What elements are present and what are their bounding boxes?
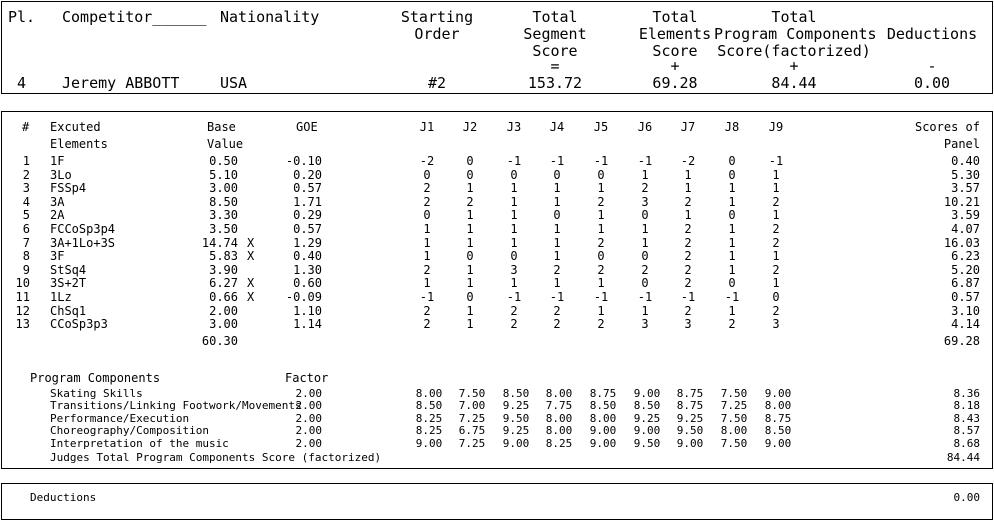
judge-score: 2 xyxy=(423,304,431,318)
component-judge-score: 9.25 xyxy=(633,412,661,425)
component-factor: 2.00 xyxy=(295,412,322,425)
judge-score: 2 xyxy=(553,304,561,318)
judge-score: 2 xyxy=(728,317,736,331)
element-base-value: 3.50 xyxy=(209,222,238,236)
component-judge-score: 9.00 xyxy=(633,387,661,400)
pcs-total-value: 84.44 xyxy=(946,451,980,464)
element-panel-score: 5.20 xyxy=(951,263,980,277)
judge-score: 2 xyxy=(597,263,605,277)
element-number: 2 xyxy=(22,168,30,182)
segment-score-header-1: Total xyxy=(532,8,578,26)
component-judge-score: 7.25 xyxy=(458,437,486,450)
component-panel-score: 8.18 xyxy=(953,399,980,412)
component-name: Transitions/Linking Footwork/Movements xyxy=(50,399,302,412)
component-name: Interpretation of the music xyxy=(50,437,229,450)
element-number: 6 xyxy=(22,222,30,236)
element-number: 4 xyxy=(22,195,30,209)
judge-score: 1 xyxy=(641,168,649,182)
element-panel-score: 3.59 xyxy=(951,208,980,222)
judge-score: 1 xyxy=(772,276,780,290)
component-judge-score: 8.75 xyxy=(589,387,617,400)
component-judge-score: 7.25 xyxy=(720,399,748,412)
component-factor: 2.00 xyxy=(295,424,322,437)
judge-score: 1 xyxy=(597,304,605,318)
num-header: # xyxy=(22,120,30,134)
component-judge-score: 7.50 xyxy=(720,387,748,400)
judge-score: 1 xyxy=(466,181,474,195)
deductions-box-value: 0.00 xyxy=(953,491,980,504)
judge-header: J1 xyxy=(419,120,435,134)
judge-score: 0 xyxy=(728,208,736,222)
judge-header: J2 xyxy=(462,120,478,134)
judge-score: 0 xyxy=(466,154,474,168)
judge-score: 1 xyxy=(597,276,605,290)
judge-score: 0 xyxy=(466,249,474,263)
element-goe: 0.20 xyxy=(293,168,322,182)
judge-score: -1 xyxy=(549,154,565,168)
judge-score: 2 xyxy=(684,236,692,250)
element-base-value: 14.74 xyxy=(201,236,238,250)
judge-score: 1 xyxy=(423,276,431,290)
judge-score: -1 xyxy=(593,154,609,168)
judge-score: 1 xyxy=(553,249,561,263)
judge-header: J6 xyxy=(637,120,653,134)
element-number: 5 xyxy=(22,208,30,222)
judge-score: 2 xyxy=(772,263,780,277)
judge-score: 3 xyxy=(772,317,780,331)
component-judge-score: 9.00 xyxy=(764,437,792,450)
judge-score: 1 xyxy=(597,208,605,222)
element-base-value: 0.50 xyxy=(209,154,238,168)
judge-score: 0 xyxy=(553,208,561,222)
component-name: Performance/Execution xyxy=(50,412,190,425)
component-judge-score: 8.50 xyxy=(633,399,661,412)
judge-score: 1 xyxy=(553,222,561,236)
element-base-value: 3.30 xyxy=(209,208,238,222)
component-judge-score: 8.25 xyxy=(415,424,443,437)
component-judge-score: 9.00 xyxy=(589,437,617,450)
judge-score: 1 xyxy=(423,236,431,250)
element-code: 2A xyxy=(50,208,65,222)
element-code: 3A+1Lo+3S xyxy=(50,236,116,250)
element-base-value: 5.83 xyxy=(209,249,238,263)
judge-score: 2 xyxy=(684,263,692,277)
judge-score: 1 xyxy=(553,276,561,290)
element-panel-score: 6.23 xyxy=(951,249,980,263)
judge-score: 1 xyxy=(510,276,518,290)
component-judge-score: 7.50 xyxy=(720,437,748,450)
factor-header: Factor xyxy=(285,371,329,385)
element-goe: -0.09 xyxy=(285,290,322,304)
element-number: 1 xyxy=(22,154,30,168)
element-code: FCCoSp3p4 xyxy=(50,222,116,236)
judge-score: -1 xyxy=(768,154,784,168)
judge-score: 2 xyxy=(423,317,431,331)
pcs-header-2: Program Components xyxy=(714,25,877,43)
element-goe: 1.71 xyxy=(293,195,322,209)
element-header-1: Excuted xyxy=(50,120,101,134)
element-code: 3Lo xyxy=(50,168,72,182)
judge-score: -1 xyxy=(593,290,609,304)
element-number: 12 xyxy=(15,304,30,318)
judge-score: 2 xyxy=(597,195,605,209)
component-judge-score: 8.00 xyxy=(415,387,443,400)
element-goe: 1.29 xyxy=(293,236,322,250)
judge-score: 1 xyxy=(510,208,518,222)
component-judge-score: 8.50 xyxy=(502,387,530,400)
element-bonus-marker: X xyxy=(247,236,255,250)
deductions-header-sign: - xyxy=(927,57,937,75)
elements-score-header-1: Total xyxy=(652,8,698,26)
component-judge-score: 9.25 xyxy=(502,399,530,412)
judge-score: 1 xyxy=(466,236,474,250)
component-judge-score: 7.50 xyxy=(458,387,486,400)
judge-score: 1 xyxy=(553,236,561,250)
element-base-value: 0.66 xyxy=(209,290,238,304)
judge-score: 1 xyxy=(728,181,736,195)
judge-score: 0 xyxy=(728,154,736,168)
judge-header: J5 xyxy=(593,120,609,134)
judge-score: 2 xyxy=(510,304,518,318)
element-panel-score: 16.03 xyxy=(943,236,980,250)
component-factor: 2.00 xyxy=(295,387,322,400)
judge-score: 1 xyxy=(466,208,474,222)
element-goe: 0.57 xyxy=(293,222,322,236)
judge-score: 0 xyxy=(466,168,474,182)
element-number: 13 xyxy=(15,317,30,331)
judge-score: 1 xyxy=(510,222,518,236)
judge-score: -1 xyxy=(680,290,696,304)
judge-score: 1 xyxy=(728,236,736,250)
judge-score: 1 xyxy=(423,222,431,236)
judge-score: -1 xyxy=(506,290,522,304)
element-code: ChSq1 xyxy=(50,304,87,318)
judge-score: 0 xyxy=(553,168,561,182)
element-code: CCoSp3p3 xyxy=(50,317,108,331)
judge-score: 0 xyxy=(641,249,649,263)
judge-score: 1 xyxy=(466,304,474,318)
element-base-value: 3.00 xyxy=(209,181,238,195)
component-judge-score: 9.00 xyxy=(676,437,704,450)
judge-score: 3 xyxy=(641,195,649,209)
judge-score: 0 xyxy=(597,249,605,263)
judge-score: 2 xyxy=(423,195,431,209)
element-goe: 1.14 xyxy=(293,317,322,331)
judge-header: J8 xyxy=(724,120,740,134)
judge-score: 0 xyxy=(466,290,474,304)
judge-score: 1 xyxy=(597,181,605,195)
judge-score: 1 xyxy=(641,222,649,236)
component-factor: 2.00 xyxy=(295,399,322,412)
judge-header: J9 xyxy=(768,120,784,134)
component-panel-score: 8.68 xyxy=(953,437,980,450)
segment-score-header-sign: = xyxy=(550,57,560,75)
judge-score: 2 xyxy=(772,195,780,209)
judge-score: 1 xyxy=(728,263,736,277)
component-judge-score: 8.50 xyxy=(764,424,792,437)
element-bonus-marker: X xyxy=(247,276,255,290)
judge-score: 1 xyxy=(728,249,736,263)
component-factor: 2.00 xyxy=(295,437,322,450)
judge-score: 0 xyxy=(510,249,518,263)
base-header-2: Value xyxy=(207,137,244,151)
judge-score: 0 xyxy=(641,276,649,290)
judge-score: 1 xyxy=(684,208,692,222)
judge-score: -1 xyxy=(549,290,565,304)
judge-score: 1 xyxy=(553,195,561,209)
element-goe: 0.57 xyxy=(293,181,322,195)
judge-score: 3 xyxy=(684,317,692,331)
judge-score: 0 xyxy=(641,208,649,222)
panel-header-1: Scores of xyxy=(914,120,980,134)
elements-score-value: 69.28 xyxy=(652,74,698,92)
judge-score: 2 xyxy=(466,195,474,209)
element-base-value: 5.10 xyxy=(209,168,238,182)
element-number: 9 xyxy=(22,263,30,277)
element-code: 3F xyxy=(50,249,65,263)
judge-score: -2 xyxy=(419,154,435,168)
element-goe: 1.10 xyxy=(293,304,322,318)
judge-score: 1 xyxy=(553,181,561,195)
component-panel-score: 8.36 xyxy=(953,387,980,400)
pcs-total-label: Judges Total Program Components Score (factorized) xyxy=(50,451,382,464)
element-panel-score: 4.07 xyxy=(951,222,980,236)
judge-score: 2 xyxy=(684,249,692,263)
pcs-value: 84.44 xyxy=(771,74,817,92)
judge-score: -1 xyxy=(419,290,435,304)
judge-score: 2 xyxy=(641,263,649,277)
element-base-value: 6.27 xyxy=(209,276,238,290)
judge-score: 2 xyxy=(553,263,561,277)
element-goe: 0.29 xyxy=(293,208,322,222)
judge-score: 3 xyxy=(641,317,649,331)
judge-header: J4 xyxy=(549,120,565,134)
component-judge-score: 9.00 xyxy=(502,437,530,450)
judge-score: 0 xyxy=(728,276,736,290)
judge-score: 1 xyxy=(466,222,474,236)
component-panel-score: 8.43 xyxy=(953,412,980,425)
element-number: 3 xyxy=(22,181,30,195)
element-panel-score: 3.10 xyxy=(951,304,980,318)
base-header-1: Base xyxy=(207,120,236,134)
element-panel-score: 3.57 xyxy=(951,181,980,195)
component-judge-score: 9.00 xyxy=(589,424,617,437)
component-judge-score: 6.75 xyxy=(458,424,486,437)
judge-score: -1 xyxy=(637,154,653,168)
judge-score: 1 xyxy=(728,304,736,318)
program-components-title: Program Components xyxy=(30,371,161,385)
component-judge-score: 8.50 xyxy=(415,399,443,412)
segment-score-header-3: Score xyxy=(532,42,578,60)
element-base-value: 3.00 xyxy=(209,317,238,331)
competitor-name: Jeremy ABBOTT xyxy=(62,74,180,92)
place-value: 4 xyxy=(17,74,27,92)
nationality-value: USA xyxy=(220,74,248,92)
judge-score: -1 xyxy=(506,154,522,168)
judge-score: -2 xyxy=(680,154,696,168)
judge-score: 1 xyxy=(728,195,736,209)
element-goe: -0.10 xyxy=(285,154,322,168)
element-code: 1Lz xyxy=(50,290,72,304)
place-header: Pl. xyxy=(8,8,36,26)
component-judge-score: 9.25 xyxy=(502,424,530,437)
judge-score: 2 xyxy=(553,317,561,331)
judge-score: 1 xyxy=(641,304,649,318)
judge-score: 2 xyxy=(772,236,780,250)
judge-score: 2 xyxy=(684,276,692,290)
segment-score-value: 153.72 xyxy=(527,74,583,92)
component-judge-score: 9.25 xyxy=(676,412,704,425)
deductions-header: Deductions xyxy=(886,25,978,43)
element-code: StSq4 xyxy=(50,263,87,277)
competitor-header: Competitor______ xyxy=(62,8,207,26)
judge-score: 1 xyxy=(684,168,692,182)
element-panel-score: 0.57 xyxy=(951,290,980,304)
component-judge-score: 8.00 xyxy=(589,412,617,425)
element-code: 1F xyxy=(50,154,65,168)
judge-header: J7 xyxy=(680,120,696,134)
judge-score: 2 xyxy=(772,304,780,318)
judge-score: -1 xyxy=(637,290,653,304)
elements-score-header-sign: + xyxy=(670,57,680,75)
judge-score: 1 xyxy=(510,195,518,209)
component-judge-score: 7.50 xyxy=(720,412,748,425)
component-judge-score: 8.75 xyxy=(764,412,792,425)
base-value-total: 60.30 xyxy=(201,334,238,348)
judge-score: 1 xyxy=(772,249,780,263)
judge-score: 1 xyxy=(510,236,518,250)
judge-score: 0 xyxy=(510,168,518,182)
judge-score: 1 xyxy=(772,208,780,222)
judge-score: 0 xyxy=(597,168,605,182)
component-judge-score: 8.00 xyxy=(545,424,573,437)
element-panel-score: 6.87 xyxy=(951,276,980,290)
judge-header: J3 xyxy=(506,120,522,134)
component-judge-score: 8.00 xyxy=(545,412,573,425)
element-number: 8 xyxy=(22,249,30,263)
component-judge-score: 7.00 xyxy=(458,399,486,412)
component-judge-score: 8.00 xyxy=(545,387,573,400)
judge-score: 2 xyxy=(684,304,692,318)
element-panel-score: 10.21 xyxy=(943,195,980,209)
judge-score: 0 xyxy=(772,290,780,304)
starting-order-header-2: Order xyxy=(414,25,460,43)
nationality-header: Nationality xyxy=(220,8,320,26)
component-judge-score: 9.50 xyxy=(633,437,661,450)
deductions-label: Deductions xyxy=(30,491,97,504)
panel-total: 69.28 xyxy=(943,334,980,348)
component-judge-score: 9.50 xyxy=(502,412,530,425)
judge-score: 2 xyxy=(423,263,431,277)
judge-score: 1 xyxy=(772,181,780,195)
judge-score: 0 xyxy=(728,168,736,182)
judge-score: -1 xyxy=(724,290,740,304)
judge-score: 2 xyxy=(597,317,605,331)
judge-score: 1 xyxy=(597,222,605,236)
element-goe: 0.60 xyxy=(293,276,322,290)
judge-score: 2 xyxy=(684,195,692,209)
component-judge-score: 8.00 xyxy=(720,424,748,437)
component-judge-score: 7.25 xyxy=(458,412,486,425)
element-panel-score: 4.14 xyxy=(951,317,980,331)
judge-score: 1 xyxy=(728,222,736,236)
component-judge-score: 8.50 xyxy=(589,399,617,412)
component-judge-score: 9.00 xyxy=(764,387,792,400)
component-judge-score: 9.50 xyxy=(676,424,704,437)
deductions-box xyxy=(1,483,993,520)
elements-score-header-2: Elements xyxy=(638,25,712,43)
element-code: 3S+2T xyxy=(50,276,87,290)
judge-score: 2 xyxy=(597,236,605,250)
element-bonus-marker: X xyxy=(247,290,255,304)
component-judge-score: 8.00 xyxy=(764,399,792,412)
component-judge-score: 8.75 xyxy=(676,387,704,400)
elements-score-header-3: Score xyxy=(652,42,698,60)
element-bonus-marker: X xyxy=(247,249,255,263)
segment-score-header-2: Segment xyxy=(523,25,587,43)
element-base-value: 2.00 xyxy=(209,304,238,318)
component-name: Choreography/Composition xyxy=(50,424,209,437)
judge-score: 0 xyxy=(423,208,431,222)
judge-score: 0 xyxy=(423,168,431,182)
judge-score: 2 xyxy=(684,222,692,236)
element-base-value: 8.50 xyxy=(209,195,238,209)
component-judge-score: 8.75 xyxy=(676,399,704,412)
judge-score: 1 xyxy=(466,263,474,277)
element-code: FSSp4 xyxy=(50,181,87,195)
element-base-value: 3.90 xyxy=(209,263,238,277)
component-judge-score: 8.25 xyxy=(545,437,573,450)
element-header-2: Elements xyxy=(50,137,108,151)
judge-score: 1 xyxy=(641,236,649,250)
judge-score: 1 xyxy=(772,168,780,182)
element-number: 7 xyxy=(22,236,30,250)
component-judge-score: 7.75 xyxy=(545,399,573,412)
judge-score: 2 xyxy=(510,317,518,331)
starting-order-value: #2 xyxy=(427,74,447,92)
element-number: 10 xyxy=(15,276,30,290)
judge-score: 1 xyxy=(466,317,474,331)
component-judge-score: 9.00 xyxy=(415,437,443,450)
element-goe: 0.40 xyxy=(293,249,322,263)
pcs-header-sign: + xyxy=(789,57,799,75)
panel-header-2: Panel xyxy=(943,137,980,151)
pcs-header-3: Score(factorized) xyxy=(717,42,871,60)
judge-score: 2 xyxy=(641,181,649,195)
judge-score: 1 xyxy=(423,249,431,263)
element-panel-score: 5.30 xyxy=(951,168,980,182)
component-judge-score: 8.25 xyxy=(415,412,443,425)
judge-score: 2 xyxy=(423,181,431,195)
component-name: Skating Skills xyxy=(50,387,143,400)
judge-score: 1 xyxy=(510,181,518,195)
element-code: 3A xyxy=(50,195,65,209)
judge-score: 1 xyxy=(684,181,692,195)
judge-score: 2 xyxy=(772,222,780,236)
component-judge-score: 9.00 xyxy=(633,424,661,437)
goe-header: GOE xyxy=(296,120,318,134)
judge-score: 1 xyxy=(466,276,474,290)
pcs-header-1: Total xyxy=(771,8,817,26)
element-goe: 1.30 xyxy=(293,263,322,277)
element-number: 11 xyxy=(15,290,30,304)
deductions-value: 0.00 xyxy=(913,74,951,92)
starting-order-header-1: Starting xyxy=(400,8,474,26)
element-panel-score: 0.40 xyxy=(951,154,980,168)
judge-score: 3 xyxy=(510,263,518,277)
component-panel-score: 8.57 xyxy=(953,424,980,437)
